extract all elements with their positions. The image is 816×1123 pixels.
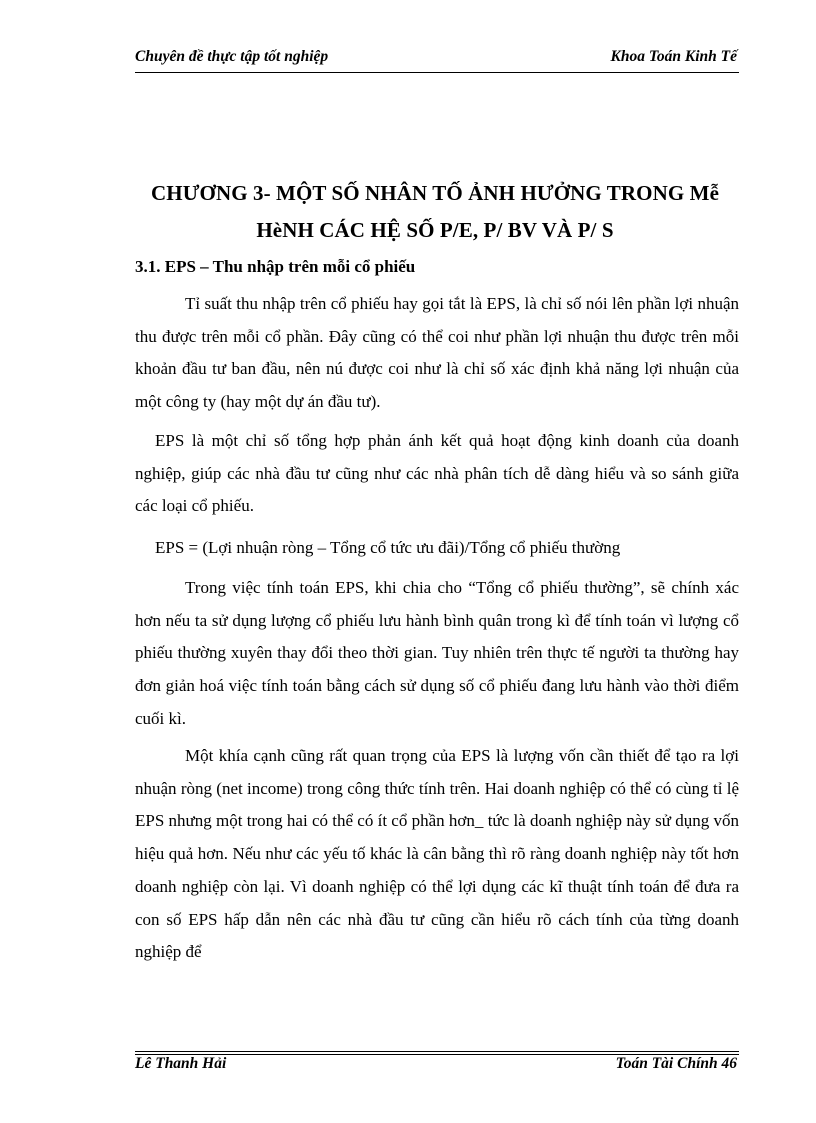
paragraph-2: EPS là một chỉ số tổng hợp phản ánh kết quả hoạt động kinh doanh của doanh nghiệp, giúp các nhà đầu tư cũng như các nhà phân tích dễ dàng hiểu và so sánh giữa các loại cổ phiếu. — [135, 431, 739, 516]
footer-class: Toán Tài Chính 46 — [615, 1055, 737, 1072]
footer-author: Lê Thanh Hải — [135, 1055, 227, 1072]
chapter-title-line-1: CHƯƠNG 3- MỘT SỐ NHÂN TỐ ẢNH HƯỞNG TRONG Mễ — [151, 181, 719, 205]
footer-rule-thin — [135, 1051, 739, 1052]
header-rule — [135, 72, 739, 73]
paragraph-4: Một khía cạnh cũng rất quan trọng của EPS là lượng vốn cần thiết để tạo ra lợi nhuận ròng (net income) trong công thức tính trên. Hai doanh nghiệp có thể có cùng tỉ lệ EPS nhưng một trong hai có thể có ít cổ phần hơn_ tức là doanh nghiệp này sử dụng vốn hiệu quả hơn. Nếu như các yếu tố khác là cân bằng thì rõ ràng doanh nghiệp này tốt hơn doanh nghiệp còn lại. Vì doanh nghiệp có thể lợi dụng các kĩ thuật tính toán để đưa ra con số EPS hấp dẫn nên các nhà đầu tư cũng cần hiểu rõ cách tính của từng doanh nghiệp để — [135, 746, 739, 962]
header-right-text: Khoa Toán Kinh Tế — [610, 48, 737, 65]
section-heading: 3.1. EPS – Thu nhập trên mỗi cổ phiếu — [135, 257, 416, 276]
paragraph-3: Trong việc tính toán EPS, khi chia cho “Tổng cổ phiếu thường”, sẽ chính xác hơn nếu ta sử dụng lượng cổ phiếu lưu hành bình quân trong kì để tính toán vì lượng cổ phiếu thường xuyên thay đổi theo thời gian. Tuy nhiên trên thực tế người ta thường hay đơn giản hoá việc tính toán bằng cách sử dụng số cổ phiếu đang lưu hành vào thời điểm cuối kì. — [135, 578, 739, 728]
header-left-text: Chuyên đề thực tập tốt nghiệp — [135, 48, 329, 65]
eps-formula: EPS = (Lợi nhuận ròng – Tổng cổ tức ưu đãi)/Tổng cổ phiếu thường — [155, 538, 621, 557]
paragraph-1: Tỉ suất thu nhập trên cổ phiếu hay gọi tắt là EPS, là chỉ số nói lên phần lợi nhuận thu được trên mỗi cổ phần. Đây cũng có thể coi như phần lợi nhuận thu được trên mỗi khoản đầu tư ban đầu, nên nú được coi như là chỉ số xác định khả năng lợi nhuận của một công ty (hay một dự án đầu tư). — [135, 294, 739, 412]
chapter-title — [120, 175, 750, 249]
page-footer — [135, 1055, 737, 1077]
chapter-title-line-2: HèNH CÁC HỆ SỐ P/E, P/ BV VÀ P/ S — [256, 218, 614, 242]
page-header — [135, 48, 737, 70]
